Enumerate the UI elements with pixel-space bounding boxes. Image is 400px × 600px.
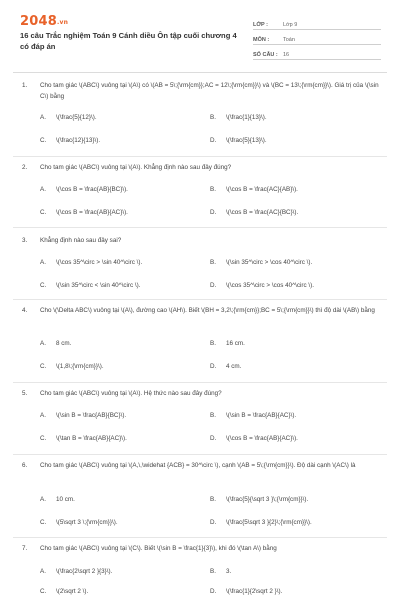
question-number: 2. [22,164,28,171]
option-d[interactable] [210,434,298,444]
option-text: \(\frac{5}{\sqrt 3 }\;{\rm{cm}}\). [226,496,309,503]
question-text: Cho tam giác \(ABC\) vuông tại \(A\). Hệ thức nào sau đây đúng? [40,390,222,397]
option-label: D. [210,282,217,289]
question-divider [13,454,387,455]
site-logo[interactable] [20,14,68,29]
option-label: B. [210,412,216,419]
meta-label: MÔN : [253,37,270,43]
option-label: B. [210,259,216,266]
option-c[interactable] [40,434,127,444]
meta-row-subject [253,30,381,45]
option-text: \(\cos 35^\circ > \sin 40^\circ \). [56,259,143,266]
header-divider [13,72,387,73]
option-a[interactable] [40,113,97,123]
option-d[interactable] [210,362,241,372]
option-label: C. [40,519,47,526]
option-a[interactable] [40,495,75,505]
option-label: C. [40,282,47,289]
meta-value: Toán [283,37,295,43]
option-label: B. [210,114,216,121]
document-title: 16 câu Trắc nghiệm Toán 9 Cánh diều Ôn tập cuối chương 4 có đáp án [20,31,237,51]
question-divider [13,227,387,228]
option-a[interactable] [40,185,128,195]
question-text: Cho tam giác \(ABC\) vuông tại \(A\) có \(AB = 5\;{\rm{cm}};AC = 12\;{\rm{cm}}\) và \(BC = 13\;{\rm{cm}}\). Giá trị của \(\sin C\) bằng [40,82,379,100]
option-c[interactable] [40,362,104,372]
option-d[interactable] [210,136,267,146]
option-text: \(\frac{5\sqrt 3 }{2}\;{\rm{cm}}\). [226,519,312,526]
option-label: B. [210,568,216,575]
option-text: \(\sin B = \frac{AB}{BC}\). [56,412,127,419]
option-label: D. [210,209,217,216]
meta-value: Lớp 9 [283,22,298,28]
meta-label: SỐ CÂU : [253,52,278,58]
meta-row-grade [253,15,381,30]
option-c[interactable] [40,136,100,146]
option-b[interactable] [210,411,296,421]
meta-row-count [253,45,381,60]
option-label: A. [40,186,46,193]
option-text: \(1,8\;{\rm{cm}}\). [56,363,104,370]
option-text: \(\frac{5}{13}\). [226,137,267,144]
option-b[interactable] [210,495,308,505]
option-text: 3. [226,568,232,575]
option-a[interactable] [40,258,142,268]
question-divider [13,382,387,383]
option-a[interactable] [40,339,71,349]
question-number: 6. [22,462,28,469]
option-label: C. [40,363,47,370]
option-text: \(\cos B = \frac{AB}{AC}\). [56,209,128,216]
option-label: B. [210,340,216,347]
option-label: D. [210,588,217,595]
option-b[interactable] [210,185,298,195]
option-label: A. [40,412,46,419]
option-text: \(\frac{1}{13}\). [226,114,267,121]
option-text: 4 cm. [226,363,242,370]
option-text: \(\cos B = \frac{AB}{BC}\). [56,186,128,193]
option-text: \(\frac{5}{12}\). [56,114,97,121]
option-text: \(\cos B = \frac{AC}{AB}\). [226,186,298,193]
option-d[interactable] [210,587,282,597]
option-label: D. [210,137,217,144]
question-text: Khẳng định nào sau đây sai? [40,237,122,244]
option-text: \(\tan B = \frac{AB}{AC}\). [56,435,127,442]
option-b[interactable] [210,113,267,123]
question-text: Cho tam giác \(ABC\) vuông tại \(C\). Biết \(\sin B = \frac{1}{3}\), khi đó \(\tan A\) bằng [40,545,277,552]
option-text: 10 cm. [56,496,75,503]
option-label: A. [40,259,46,266]
question-number: 7. [22,545,28,552]
option-label: B. [210,496,216,503]
question-number: 4. [22,307,28,314]
option-d[interactable] [210,518,312,528]
option-text: \(\cos B = \frac{AB}{AC}\). [226,435,298,442]
option-label: A. [40,496,46,503]
option-text: \(\frac{1}{2\sqrt 2 }\). [226,588,283,595]
option-a[interactable] [40,567,112,577]
option-text: \(\cos 35^\circ > \cos 40^\circ \). [226,282,314,289]
option-label: C. [40,588,47,595]
option-b[interactable] [210,258,312,268]
question-text: Cho tam giác \(ABC\) vuông tại \(A\). Khẳng định nào sau đây đúng? [40,164,232,171]
question-divider [13,156,387,157]
meta-value: 16 [283,52,290,58]
option-label: B. [210,186,216,193]
logo-suffix: .vn [56,19,69,26]
option-c[interactable] [40,518,118,528]
option-text: \(\frac{2\sqrt 2 }{3}\). [56,568,113,575]
option-d[interactable] [210,208,298,218]
option-c[interactable] [40,281,140,291]
option-a[interactable] [40,411,126,421]
option-label: A. [40,568,46,575]
question-number: 5. [22,390,28,397]
logo-main: 2048 [20,14,57,29]
meta-label: LỚP : [253,22,268,28]
option-label: A. [40,340,46,347]
option-c[interactable] [40,587,88,597]
option-label: C. [40,209,47,216]
option-label: D. [210,363,217,370]
option-label: C. [40,137,47,144]
option-text: 8 cm. [56,340,72,347]
option-text: 16 cm. [226,340,245,347]
option-label: A. [40,114,46,121]
document-meta [253,15,381,60]
option-b[interactable] [210,567,231,577]
option-c[interactable] [40,208,128,218]
question-number: 3. [22,237,28,244]
option-label: D. [210,435,217,442]
option-label: C. [40,435,47,442]
question-divider [13,299,387,300]
question-text: Cho \(\Delta ABC\) vuông tại \(A\), đường cao \(AH\). Biết \(BH = 3,2\;{\rm{cm}};BC = 5\;{\rm{cm}}\) thì độ dài \(AB\) bằng [40,307,375,314]
option-b[interactable] [210,339,245,349]
question-number: 1. [22,82,28,89]
option-label: D. [210,519,217,526]
option-text: \(\sin 35^\circ > \cos 40^\circ \). [226,259,313,266]
option-text: \(\sin B = \frac{AB}{AC}\). [226,412,297,419]
option-text: \(5\sqrt 3 \;{\rm{cm}}\). [56,519,118,526]
option-text: \(\frac{12}{13}\). [56,137,101,144]
question-text: Cho tam giác \(ABC\) vuông tại \(A,\,\widehat {ACB} = 30^\circ \), cạnh \(AB = 5\;{\rm{cm}}\). Độ dài cạnh \(AC\) là [40,462,356,469]
option-text: \(2\sqrt 2 \). [56,588,89,595]
option-d[interactable] [210,281,314,291]
option-text: \(\sin 35^\circ < \sin 40^\circ \). [56,282,141,289]
question-divider [13,537,387,538]
option-text: \(\cos B = \frac{AC}{BC}\). [226,209,299,216]
document-header [0,0,400,70]
